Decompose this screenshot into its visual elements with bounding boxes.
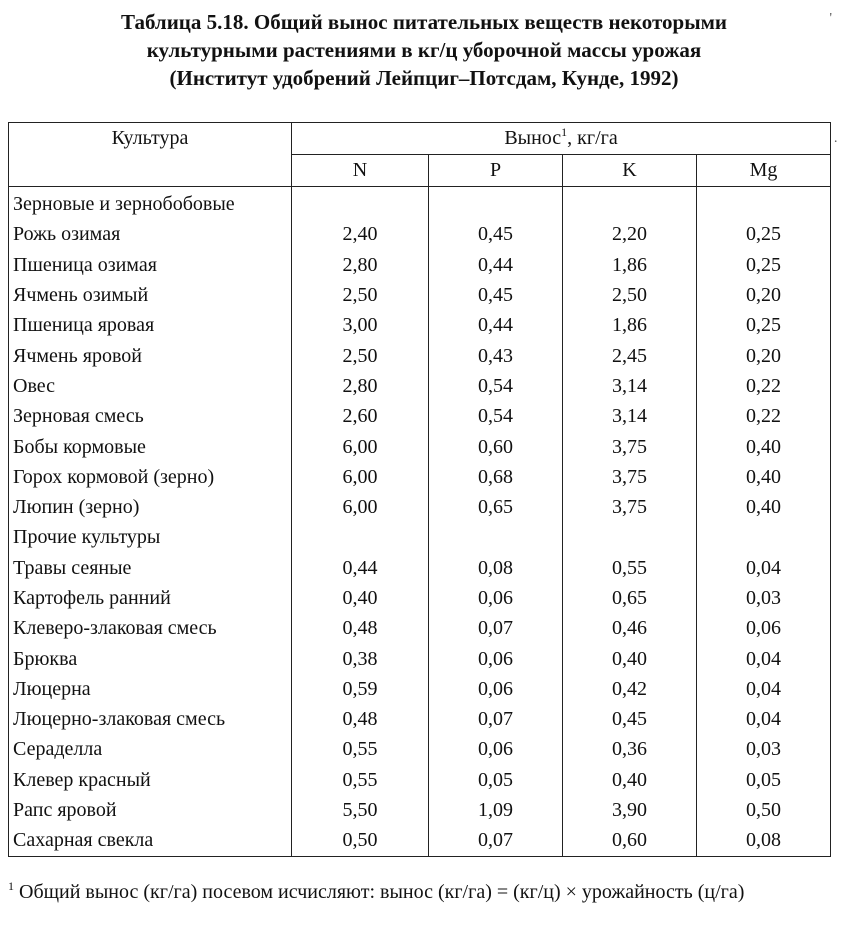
value-n: 5,50 (292, 795, 429, 825)
value-mg: 0,04 (697, 704, 831, 734)
value-mg: 0,04 (697, 674, 831, 704)
value-k: 3,75 (563, 431, 697, 461)
table-row (9, 795, 831, 825)
value-p: 0,08 (429, 553, 563, 583)
value-n: 0,38 (292, 643, 429, 673)
table-row (9, 462, 831, 492)
value-k: 2,20 (563, 219, 697, 249)
value-k: 0,40 (563, 643, 697, 673)
value-n: 2,50 (292, 280, 429, 310)
value-k: 0,40 (563, 765, 697, 795)
crop-name: Горох кормовой (зерно) (9, 462, 292, 492)
value-mg: 0,08 (697, 825, 831, 856)
footnote-text: Общий вынос (кг/га) посевом исчисляют: вынос (кг/га) = (кг/ц) × урожайность (ц/га) (14, 881, 745, 903)
value-p: 0,60 (429, 431, 563, 461)
value-mg: 0,05 (697, 765, 831, 795)
table-row (9, 492, 831, 522)
group-name: Зерновые и зернобобовые (9, 187, 292, 220)
value-mg (697, 522, 831, 552)
value-k: 3,14 (563, 371, 697, 401)
value-n: 0,40 (292, 583, 429, 613)
table-row (9, 280, 831, 310)
value-n: 2,80 (292, 250, 429, 280)
header-col-k: K (563, 155, 697, 187)
nutrient-table (8, 122, 831, 857)
value-k: 1,86 (563, 310, 697, 340)
value-k: 2,45 (563, 340, 697, 370)
value-k: 0,46 (563, 613, 697, 643)
value-mg: 0,04 (697, 643, 831, 673)
table-row (9, 643, 831, 673)
value-p: 0,07 (429, 613, 563, 643)
value-k: 0,55 (563, 553, 697, 583)
crop-name: Клевер красный (9, 765, 292, 795)
value-k: 3,90 (563, 795, 697, 825)
value-k: 1,86 (563, 250, 697, 280)
crop-name: Овес (9, 371, 292, 401)
crop-name: Травы сеяные (9, 553, 292, 583)
footnote (8, 877, 838, 907)
value-p: 1,09 (429, 795, 563, 825)
value-p: 0,54 (429, 401, 563, 431)
value-mg: 0,40 (697, 462, 831, 492)
table-row (9, 765, 831, 795)
table-row (9, 340, 831, 370)
value-p: 0,65 (429, 492, 563, 522)
crop-name: Люпин (зерно) (9, 492, 292, 522)
scan-mark-middle: · (833, 135, 838, 150)
value-n: 0,50 (292, 825, 429, 856)
value-k: 0,60 (563, 825, 697, 856)
header-removal-unit: , кг/га (567, 127, 618, 149)
value-mg: 0,40 (697, 492, 831, 522)
crop-name: Люцерно-злаковая смесь (9, 704, 292, 734)
table-body (9, 187, 831, 857)
table-row (9, 553, 831, 583)
header-row-1 (9, 123, 831, 155)
value-p: 0,45 (429, 219, 563, 249)
value-mg: 0,06 (697, 613, 831, 643)
crop-name: Пшеница яровая (9, 310, 292, 340)
value-mg: 0,25 (697, 250, 831, 280)
crop-name: Сераделла (9, 734, 292, 764)
header-removal (292, 123, 831, 155)
value-n: 6,00 (292, 431, 429, 461)
value-mg: 0,22 (697, 371, 831, 401)
crop-name: Ячмень яровой (9, 340, 292, 370)
group-header-row (9, 187, 831, 220)
value-mg: 0,03 (697, 583, 831, 613)
value-p: 0,05 (429, 765, 563, 795)
table-row (9, 613, 831, 643)
crop-name: Зерновая смесь (9, 401, 292, 431)
crop-name: Люцерна (9, 674, 292, 704)
value-k: 3,75 (563, 492, 697, 522)
value-n: 0,48 (292, 704, 429, 734)
value-mg: 0,25 (697, 219, 831, 249)
value-n: 0,59 (292, 674, 429, 704)
value-mg: 0,25 (697, 310, 831, 340)
value-n (292, 187, 429, 220)
table-row (9, 250, 831, 280)
title-line-1: Таблица 5.18. Общий вынос питательных веществ некоторыми (120, 10, 728, 34)
header-col-p: P (429, 155, 563, 187)
table-row (9, 734, 831, 764)
value-p: 0,06 (429, 734, 563, 764)
value-p (429, 187, 563, 220)
value-k: 0,45 (563, 704, 697, 734)
header-col-n: N (292, 155, 429, 187)
table-row (9, 583, 831, 613)
value-n: 2,60 (292, 401, 429, 431)
header-col-mg: Mg (697, 155, 831, 187)
value-p: 0,54 (429, 371, 563, 401)
value-p: 0,43 (429, 340, 563, 370)
value-mg: 0,20 (697, 280, 831, 310)
group-header-row (9, 522, 831, 552)
header-removal-label: Вынос (504, 127, 562, 149)
value-p: 0,06 (429, 583, 563, 613)
table-row (9, 825, 831, 856)
value-p: 0,07 (429, 825, 563, 856)
value-mg: 0,04 (697, 553, 831, 583)
crop-name: Рожь озимая (9, 219, 292, 249)
table-row (9, 674, 831, 704)
group-name: Прочие культуры (9, 522, 292, 552)
table-row (9, 310, 831, 340)
crop-name: Ячмень озимый (9, 280, 292, 310)
value-p: 0,45 (429, 280, 563, 310)
table-row (9, 704, 831, 734)
title-line-2: культурными растениями в кг/ц уборочной массы урожая (146, 38, 702, 62)
crop-name: Пшеница озимая (9, 250, 292, 280)
value-k: 3,75 (563, 462, 697, 492)
value-p: 0,07 (429, 704, 563, 734)
value-mg: 0,22 (697, 401, 831, 431)
value-k: 0,42 (563, 674, 697, 704)
value-n (292, 522, 429, 552)
value-n: 3,00 (292, 310, 429, 340)
table-title (0, 8, 848, 92)
value-n: 6,00 (292, 492, 429, 522)
crop-name: Брюква (9, 643, 292, 673)
value-p: 0,06 (429, 643, 563, 673)
value-k: 0,36 (563, 734, 697, 764)
value-k: 0,65 (563, 583, 697, 613)
value-n: 2,80 (292, 371, 429, 401)
footnote-marker: 1 (8, 879, 14, 893)
scan-mark-top: ' (829, 11, 832, 26)
value-mg: 0,40 (697, 431, 831, 461)
value-mg: 0,50 (697, 795, 831, 825)
value-k: 2,50 (563, 280, 697, 310)
value-k (563, 187, 697, 220)
crop-name: Клеверо-злаковая смесь (9, 613, 292, 643)
value-k (563, 522, 697, 552)
crop-name: Сахарная свекла (9, 825, 292, 856)
crop-name: Картофель ранний (9, 583, 292, 613)
header-removal-footnote-mark: 1 (561, 125, 568, 139)
value-p: 0,06 (429, 674, 563, 704)
crop-name: Бобы кормовые (9, 431, 292, 461)
header-culture: Культура (9, 123, 292, 187)
value-n: 6,00 (292, 462, 429, 492)
value-n: 0,48 (292, 613, 429, 643)
table-row (9, 219, 831, 249)
value-p: 0,44 (429, 310, 563, 340)
table-row (9, 401, 831, 431)
value-p: 0,68 (429, 462, 563, 492)
value-p: 0,44 (429, 250, 563, 280)
value-mg: 0,20 (697, 340, 831, 370)
value-k: 3,14 (563, 401, 697, 431)
value-mg: 0,03 (697, 734, 831, 764)
value-n: 0,44 (292, 553, 429, 583)
title-line-3: (Институт удобрений Лейпциг–Потсдам, Кунде, 1992) (169, 66, 679, 90)
table-row (9, 371, 831, 401)
value-n: 0,55 (292, 734, 429, 764)
crop-name: Рапс яровой (9, 795, 292, 825)
value-mg (697, 187, 831, 220)
value-p (429, 522, 563, 552)
value-n: 0,55 (292, 765, 429, 795)
table-row (9, 431, 831, 461)
value-n: 2,50 (292, 340, 429, 370)
value-n: 2,40 (292, 219, 429, 249)
